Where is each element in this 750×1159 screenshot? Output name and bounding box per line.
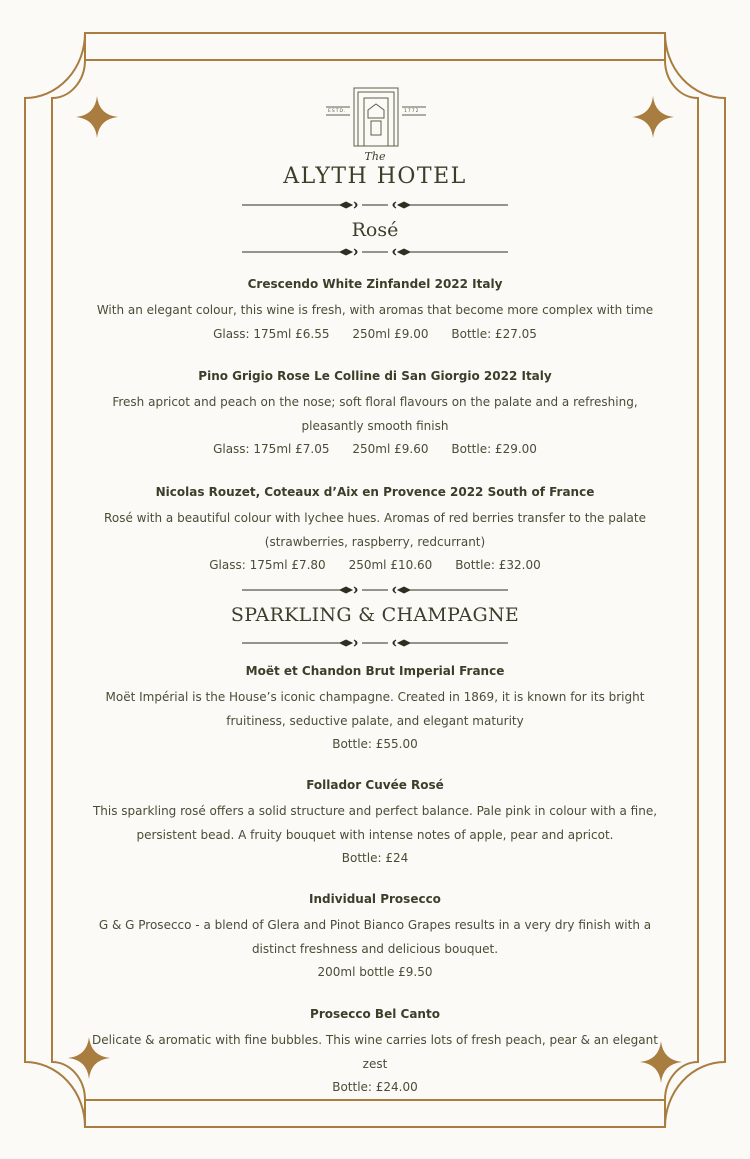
wine-item	[80, 663, 670, 757]
wine-description: Fresh apricot and peach on the nose; soft floral flavours on the palate and a refreshing, pleasantly smooth finish	[112, 395, 638, 433]
sparkle-icon	[75, 95, 119, 139]
wine-description: With an elegant colour, this wine is fresh, with aromas that become more complex with time	[96, 303, 654, 317]
wine-price: Glass: 175ml £7.05 250ml £9.60 Bottle: £29.00	[213, 442, 537, 456]
wine-price: Bottle: £55.00	[332, 737, 418, 751]
wine-item	[80, 368, 670, 462]
wine-price: Bottle: £24.00	[332, 1080, 418, 1094]
ornament-divider	[240, 199, 510, 211]
wine-name: Crescendo White Zinfandel 2022 Italy	[247, 277, 503, 291]
wine-name: Nicolas Rouzet, Coteaux d’Aix en Provence 2022 South of France	[155, 485, 595, 499]
wine-price: Glass: 175ml £7.80 250ml £10.60 Bottle: £32.00	[209, 558, 541, 572]
wine-description: G & G Prosecco - a blend of Glera and Pinot Bianco Grapes results in a very dry finish with a distinct freshness and delicious bouquet.	[98, 918, 652, 956]
wine-item	[80, 276, 670, 346]
established-year: 1772	[404, 109, 420, 114]
wine-name: Pino Grigio Rose Le Colline di San Giorgio 2022 Italy	[198, 369, 552, 383]
wine-name: Moët et Chandon Brut Imperial France	[245, 664, 505, 678]
hotel-title-prefix: The	[364, 150, 386, 163]
wine-description: This sparkling rosé offers a solid structure and perfect balance. Pale pink in colour with a fine, persistent bead. A fruity bouquet with intense notes of apple, pear and apricot.	[92, 804, 658, 842]
wine-item	[80, 777, 670, 871]
section-title-rose: Rosé	[351, 219, 399, 241]
established-label: ESTD.	[328, 109, 347, 114]
hotel-name: ALYTH HOTEL	[283, 164, 467, 189]
wine-name: Follador Cuvée Rosé	[306, 778, 444, 792]
ornament-divider	[240, 246, 510, 258]
wine-item	[80, 891, 670, 985]
wine-item	[80, 1006, 670, 1100]
sparkle-icon	[631, 95, 675, 139]
section-title-sparkling: SPARKLING & CHAMPAGNE	[230, 604, 520, 626]
wine-name: Prosecco Bel Canto	[310, 1007, 440, 1021]
ornament-divider	[240, 584, 510, 596]
ornament-divider	[240, 637, 510, 649]
wine-description: Moët Impérial is the House’s iconic champagne. Created in 1869, it is known for its bright fruitiness, seductive palate, and elegant maturity	[105, 690, 645, 728]
wine-description: Delicate & aromatic with fine bubbles. This wine carries lots of fresh peach, pear & an elegant zest	[92, 1033, 658, 1071]
wine-price: Glass: 175ml £6.55 250ml £9.00 Bottle: £27.05	[213, 326, 537, 341]
wine-price: 200ml bottle £9.50	[317, 965, 433, 979]
wine-price: Bottle: £24	[341, 851, 409, 865]
wine-description: Rosé with a beautiful colour with lychee hues. Aromas of red berries transfer to the palate (strawberries, raspberry, redcurrant)	[104, 511, 646, 549]
wine-name: Individual Prosecco	[309, 892, 441, 906]
wine-item	[80, 484, 670, 578]
hotel-door-logo-icon	[318, 86, 434, 150]
